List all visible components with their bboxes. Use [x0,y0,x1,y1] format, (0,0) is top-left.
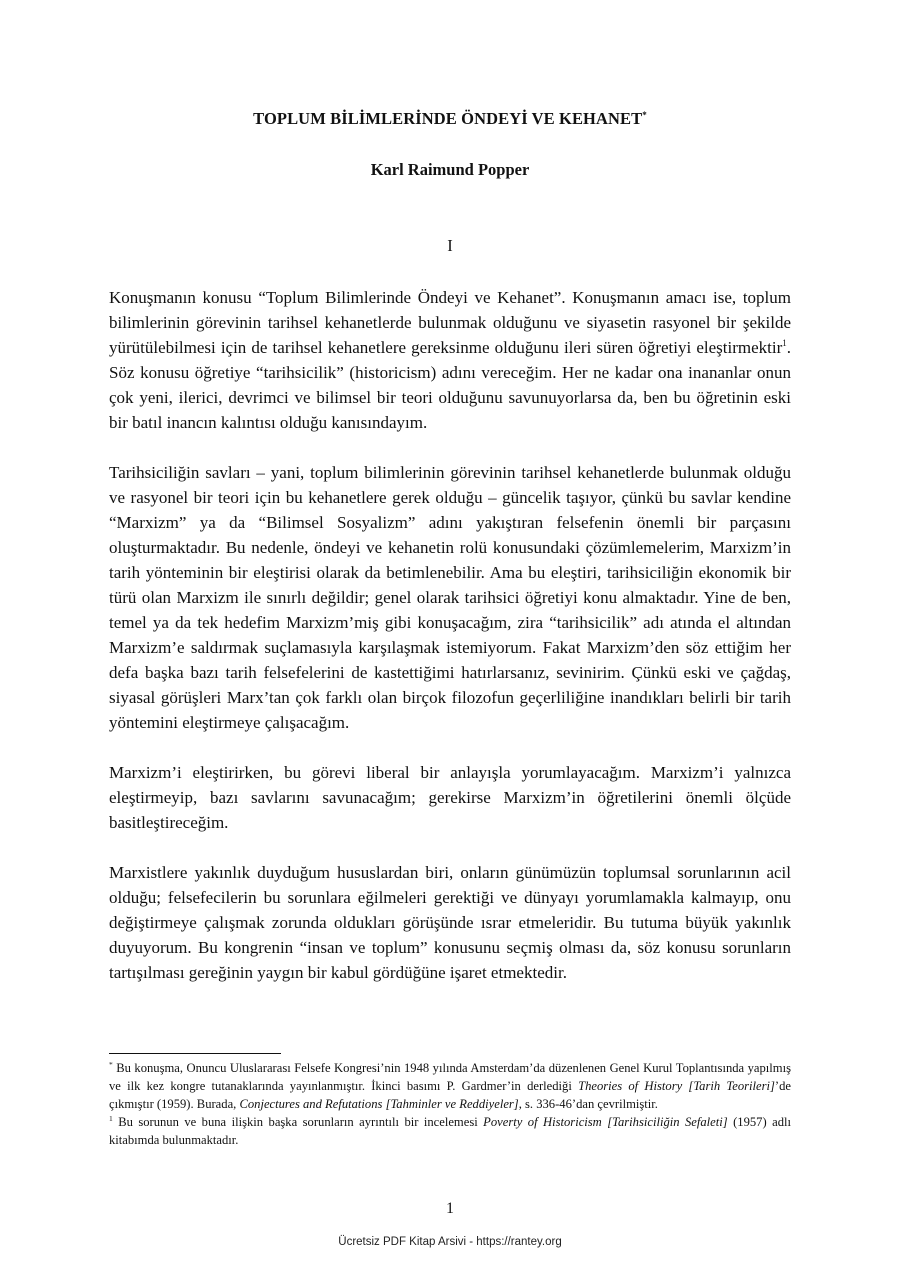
body-text [109,285,791,1010]
footnote-text: Bu konuşma, Onuncu Uluslararası Felsefe Kongresi’nin 1948 yılında Amsterdam’da düzenlenen Genel Kurul Toplantısında yapılmış ve ilk kez kongre tutanaklarında yayınlanmıştır. İkinci basımı P. Gardmer’in derlediği [109,1061,791,1093]
footnote-book-title: Conjectures and Refutations [Tahminler ve Reddiyeler] [239,1097,519,1111]
footnote-text: Bu sorunun ve buna ilişkin başka sorunların ayrıntılı bir incelemesi [112,1115,484,1129]
footnotes [109,1059,791,1149]
footnote-text: , s. 336-46’dan çevrilmiştir. [518,1097,658,1111]
paragraph-text: . Söz konusu öğretiye “tarihsicilik” (historicism) adını vereceğim. Her ne kadar ona inananlar onun çok yeni, ilerici, devrimci ve bilimsel bir teori olduğunu savunuyorlarsa da, ben bu öğretinin eski bir batıl inancın kalıntısı olduğu kanısındayım. [109,338,791,432]
watermark-link[interactable]: Ücretsiz PDF Kitap Arsivi - https://rantey.org [338,1236,562,1248]
footnote-text: (1957) adlı kitabımda bulunmaktadır. [109,1115,791,1147]
footnote-star [109,1059,791,1113]
footnote-marker: * [109,1060,113,1069]
footnote-text: ’de çıkmıştır (1959). Burada, [109,1079,792,1111]
paragraph: Marxizm’i eleştirirken, bu görevi liberal bir anlayışla yorumlayacağım. Marxizm’i yalnızca eleştirmeyip, bazı savlarını savunacağım; gerekirse Marxizm’in öğretilerini önemli ölçüde basitleştireceğim. [109,763,791,832]
footnote-marker: 1 [109,1114,113,1123]
document-title [0,109,900,129]
author-name: Karl Raimund Popper [370,160,530,179]
footnote-ref[interactable]: 1 [782,338,787,348]
footnote-book-title: Theories of History [Tarih Teorileri] [578,1079,775,1093]
title-footnote-marker[interactable]: * [642,110,647,120]
paragraph [109,285,791,435]
paragraph: Marxistlere yakınlık duyduğum hususlardan biri, onların günümüzün toplumsal sorunlarının acil olduğu; felsefecilerin bu sorunlara eğilmeleri gerektiği ve dünyayı yorumlamakla kalmayıp, onu değiştirmeye çalışmak zorunda oldukları görüşünde ısrar etmeleridir. Bu tutuma büyük yakınlık duyuyorum. Bu kongrenin “insan ve toplum” konusunu seçmiş olması da, söz konusu sorunların tartışılması gereğinin yaygın bir kabul gördüğüne işaret etmektedir. [109,863,791,982]
footnote-1 [109,1113,791,1149]
title-text: TOPLUM BİLİMLERİNDE ÖNDEYİ VE KEHANET [253,109,643,128]
section-number: I [447,236,453,255]
page-number: 1 [446,1200,454,1217]
paragraph-text: Konuşmanın konusu “Toplum Bilimlerinde Öndeyi ve Kehanet”. Konuşmanın amacı ise, toplum bilimlerinin görevinin tarihsel kehanetlerde bulunmak olduğunu ve siyasetin rasyonel bir şekilde yürütülebilmesi için de tarihsel kehanetlere gereksinme olduğunu ileri süren öğretiyi eleştirmektir [109,288,791,357]
footnote-divider [109,1053,281,1054]
footnote-book-title: Poverty of Historicism [Tarihsiciliğin Sefaleti] [483,1115,728,1129]
paragraph: Tarihsiciliğin savları – yani, toplum bilimlerinin görevinin tarihsel kehanetlerde bulunmak olduğu ve rasyonel bir teori için bu kehanetlere gerek olduğu – güncelik taşıyor, çünkü bu savlar kendine “Marxizm” ya da “Bilimsel Sosyalizm” adını yakıştıran felsefenin önemli bir parçasını oluşturmaktadır. Bu nedenle, öndeyi ve kehanetin rolü konusundaki çözümlemelerim, Marxizm’in tarih yönteminin bir eleştirisi olarak da betimlenebilir. Ama bu eleştiri, tarihsiciliğin ekonomik bir türü olan Marxizm ile sınırlı değildir; genel olarak tarihsici öğretiyi konu almaktadır. Yine de ben, temel ya da tek hedefim Marxizm’miş gibi konuşacağım, zira “tarihsicilik” adı atında el altından Marxizm’e saldırmak suçlamasıyla karşılaşmak istemiyorum. Fakat Marxizm’den söz ettiğim her defa başka bazı tarih felsefelerini de kastettiğimi hatırlarsanız, sevinirim. Çünkü eski ve çağdaş, siyasal görüşleri Marx’tan çok farklı olan birçok filozofun geçerliliğine inandıkları belirli bir tarih yöntemini eleştirmeye çalışacağım. [109,463,791,732]
